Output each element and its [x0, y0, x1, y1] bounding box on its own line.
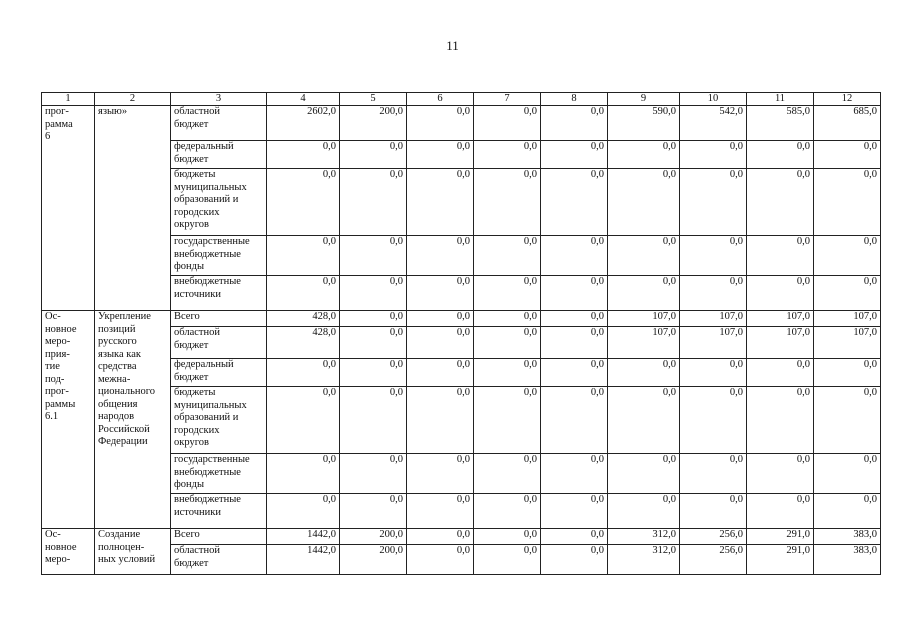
- amount-cell: 107,0: [680, 311, 747, 327]
- amount-cell: 256,0: [680, 529, 747, 545]
- amount-cell: 0,0: [680, 169, 747, 236]
- amount-cell: 107,0: [814, 327, 881, 359]
- amount-cell: 0,0: [747, 387, 814, 454]
- amount-cell: 0,0: [814, 276, 881, 311]
- amount-cell: 107,0: [747, 311, 814, 327]
- amount-cell: 0,0: [340, 359, 407, 387]
- amount-cell: 200,0: [340, 545, 407, 575]
- amount-cell: 0,0: [407, 236, 474, 276]
- amount-cell: 0,0: [474, 545, 541, 575]
- amount-cell: 0,0: [541, 311, 608, 327]
- amount-cell: 107,0: [747, 327, 814, 359]
- amount-cell: 0,0: [474, 454, 541, 494]
- amount-cell: 107,0: [608, 327, 680, 359]
- amount-cell: 0,0: [407, 545, 474, 575]
- amount-cell: 0,0: [814, 387, 881, 454]
- amount-cell: 1442,0: [267, 529, 340, 545]
- amount-cell: 0,0: [340, 327, 407, 359]
- table-row: [42, 529, 881, 545]
- funding-source-label: Всего: [171, 311, 267, 327]
- amount-cell: 0,0: [680, 359, 747, 387]
- amount-cell: 0,0: [747, 494, 814, 529]
- amount-cell: 0,0: [814, 359, 881, 387]
- amount-cell: 0,0: [541, 454, 608, 494]
- amount-cell: 0,0: [407, 387, 474, 454]
- amount-cell: 0,0: [340, 141, 407, 169]
- amount-cell: 0,0: [407, 311, 474, 327]
- program-cell: Ос- новное меро- прия- тие под- прог- раммы 6.1: [42, 311, 95, 529]
- amount-cell: 0,0: [747, 359, 814, 387]
- amount-cell: 0,0: [814, 141, 881, 169]
- amount-cell: 0,0: [267, 387, 340, 454]
- amount-cell: 0,0: [747, 169, 814, 236]
- amount-cell: 383,0: [814, 545, 881, 575]
- amount-cell: 0,0: [407, 359, 474, 387]
- budget-table: [41, 92, 881, 575]
- amount-cell: 0,0: [474, 387, 541, 454]
- amount-cell: 0,0: [407, 494, 474, 529]
- program-cell: Ос- новное меро-: [42, 529, 95, 575]
- amount-cell: 312,0: [608, 545, 680, 575]
- amount-cell: 256,0: [680, 545, 747, 575]
- amount-cell: 0,0: [541, 141, 608, 169]
- amount-cell: 0,0: [608, 494, 680, 529]
- amount-cell: 0,0: [814, 169, 881, 236]
- amount-cell: 0,0: [340, 454, 407, 494]
- amount-cell: 2602,0: [267, 106, 340, 141]
- amount-cell: 0,0: [474, 327, 541, 359]
- amount-cell: 200,0: [340, 106, 407, 141]
- amount-cell: 312,0: [608, 529, 680, 545]
- amount-cell: 0,0: [541, 236, 608, 276]
- amount-cell: 0,0: [747, 236, 814, 276]
- amount-cell: 0,0: [608, 236, 680, 276]
- amount-cell: 200,0: [340, 529, 407, 545]
- amount-cell: 0,0: [340, 276, 407, 311]
- amount-cell: 428,0: [267, 311, 340, 327]
- amount-cell: 0,0: [814, 454, 881, 494]
- amount-cell: 0,0: [608, 169, 680, 236]
- measure-name-cell: Создание полноцен- ных условий: [95, 529, 171, 575]
- column-number-9: 9: [608, 93, 680, 106]
- amount-cell: 0,0: [541, 529, 608, 545]
- measure-name-cell: языю»: [95, 106, 171, 311]
- column-number-11: 11: [747, 93, 814, 106]
- amount-cell: 0,0: [541, 106, 608, 141]
- funding-source-label: областной бюджет: [171, 545, 267, 575]
- amount-cell: 0,0: [747, 141, 814, 169]
- amount-cell: 0,0: [267, 169, 340, 236]
- amount-cell: 0,0: [474, 276, 541, 311]
- amount-cell: 0,0: [267, 236, 340, 276]
- amount-cell: 0,0: [340, 169, 407, 236]
- amount-cell: 0,0: [407, 169, 474, 236]
- amount-cell: 428,0: [267, 327, 340, 359]
- amount-cell: 0,0: [680, 276, 747, 311]
- amount-cell: 0,0: [407, 106, 474, 141]
- funding-source-label: государственные внебюджетные фонды: [171, 236, 267, 276]
- amount-cell: 0,0: [814, 494, 881, 529]
- column-number-5: 5: [340, 93, 407, 106]
- amount-cell: 0,0: [680, 387, 747, 454]
- column-number-3: 3: [171, 93, 267, 106]
- amount-cell: 0,0: [474, 169, 541, 236]
- amount-cell: 0,0: [541, 327, 608, 359]
- amount-cell: 0,0: [407, 276, 474, 311]
- amount-cell: 0,0: [267, 276, 340, 311]
- amount-cell: 585,0: [747, 106, 814, 141]
- amount-cell: 0,0: [747, 454, 814, 494]
- amount-cell: 0,0: [814, 236, 881, 276]
- amount-cell: 0,0: [541, 169, 608, 236]
- amount-cell: 0,0: [340, 494, 407, 529]
- amount-cell: 1442,0: [267, 545, 340, 575]
- amount-cell: 0,0: [474, 494, 541, 529]
- column-number-6: 6: [407, 93, 474, 106]
- amount-cell: 0,0: [474, 311, 541, 327]
- table-row: [42, 311, 881, 327]
- amount-cell: 383,0: [814, 529, 881, 545]
- column-number-7: 7: [474, 93, 541, 106]
- amount-cell: 0,0: [474, 529, 541, 545]
- amount-cell: 0,0: [541, 494, 608, 529]
- amount-cell: 0,0: [340, 387, 407, 454]
- column-number-12: 12: [814, 93, 881, 106]
- amount-cell: 0,0: [747, 276, 814, 311]
- amount-cell: 0,0: [340, 236, 407, 276]
- amount-cell: 107,0: [608, 311, 680, 327]
- funding-source-label: бюджеты муниципальных образований и городских округов: [171, 387, 267, 454]
- amount-cell: 0,0: [680, 454, 747, 494]
- column-number-4: 4: [267, 93, 340, 106]
- amount-cell: 0,0: [267, 454, 340, 494]
- amount-cell: 0,0: [340, 311, 407, 327]
- program-cell: прог- рамма 6: [42, 106, 95, 311]
- funding-source-label: федеральный бюджет: [171, 359, 267, 387]
- amount-cell: 291,0: [747, 529, 814, 545]
- amount-cell: 0,0: [267, 141, 340, 169]
- amount-cell: 0,0: [608, 141, 680, 169]
- funding-source-label: Всего: [171, 529, 267, 545]
- amount-cell: 590,0: [608, 106, 680, 141]
- amount-cell: 0,0: [267, 494, 340, 529]
- measure-name-cell: Укрепление позиций русского языка как средства межна- ционального общения народов Российской Федерации: [95, 311, 171, 529]
- column-number-8: 8: [541, 93, 608, 106]
- amount-cell: 0,0: [541, 359, 608, 387]
- funding-source-label: областной бюджет: [171, 106, 267, 141]
- funding-source-label: государственные внебюджетные фонды: [171, 454, 267, 494]
- funding-source-label: федеральный бюджет: [171, 141, 267, 169]
- funding-source-label: внебюджетные источники: [171, 494, 267, 529]
- amount-cell: 0,0: [608, 276, 680, 311]
- amount-cell: 0,0: [680, 236, 747, 276]
- amount-cell: 0,0: [474, 106, 541, 141]
- header-row: [42, 93, 881, 106]
- funding-source-label: областной бюджет: [171, 327, 267, 359]
- amount-cell: 0,0: [541, 545, 608, 575]
- amount-cell: 0,0: [608, 387, 680, 454]
- funding-source-label: бюджеты муниципальных образований и городских округов: [171, 169, 267, 236]
- amount-cell: 0,0: [407, 327, 474, 359]
- amount-cell: 107,0: [814, 311, 881, 327]
- column-number-10: 10: [680, 93, 747, 106]
- amount-cell: 0,0: [608, 454, 680, 494]
- funding-source-label: внебюджетные источники: [171, 276, 267, 311]
- table-row: [42, 106, 881, 141]
- amount-cell: 0,0: [680, 141, 747, 169]
- page-number: 11: [446, 38, 459, 53]
- amount-cell: 0,0: [474, 359, 541, 387]
- amount-cell: 0,0: [407, 529, 474, 545]
- amount-cell: 0,0: [407, 141, 474, 169]
- column-number-2: 2: [95, 93, 171, 106]
- column-number-1: 1: [42, 93, 95, 106]
- amount-cell: 0,0: [267, 359, 340, 387]
- amount-cell: 542,0: [680, 106, 747, 141]
- amount-cell: 0,0: [407, 454, 474, 494]
- amount-cell: 0,0: [474, 236, 541, 276]
- amount-cell: 0,0: [680, 494, 747, 529]
- amount-cell: 0,0: [474, 141, 541, 169]
- amount-cell: 291,0: [747, 545, 814, 575]
- amount-cell: 107,0: [680, 327, 747, 359]
- amount-cell: 0,0: [541, 387, 608, 454]
- table-body: [42, 93, 881, 575]
- amount-cell: 685,0: [814, 106, 881, 141]
- amount-cell: 0,0: [541, 276, 608, 311]
- amount-cell: 0,0: [608, 359, 680, 387]
